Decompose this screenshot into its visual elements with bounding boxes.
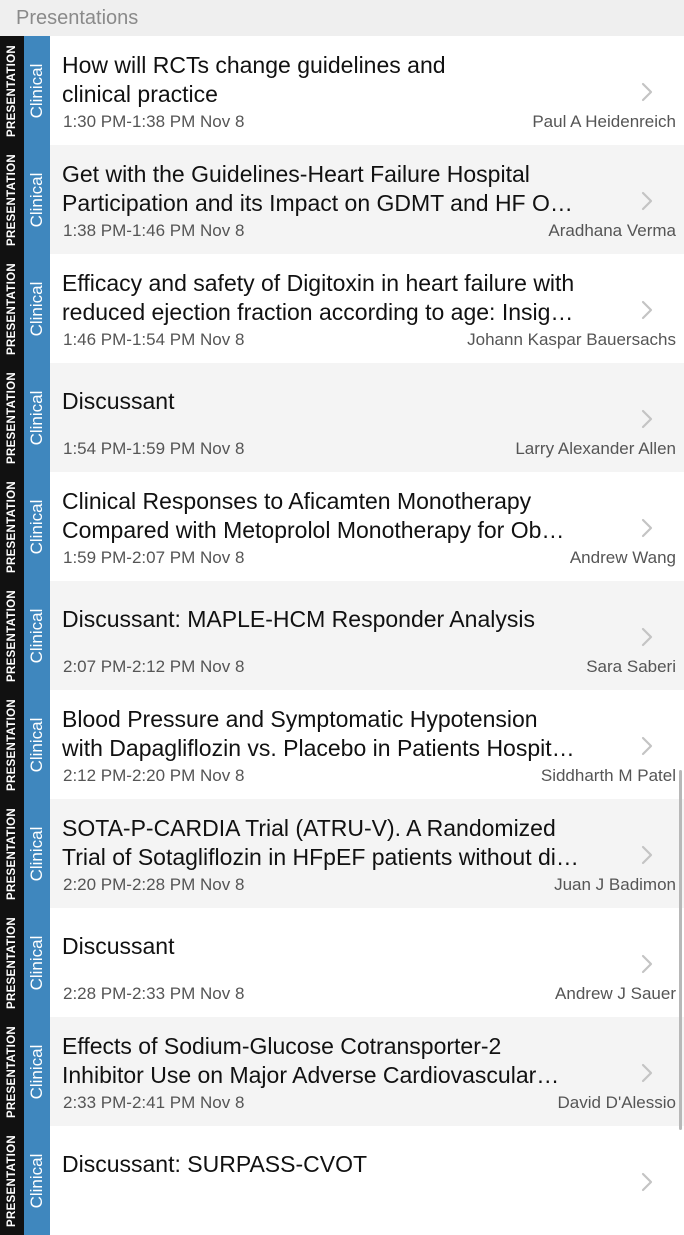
title-line-2: Participation and its Impact on GDMT and HF O… <box>62 190 573 216</box>
type-label: PRESENTATION <box>6 480 18 573</box>
type-stripe <box>0 690 24 799</box>
type-stripe <box>0 799 24 908</box>
presentation-title <box>62 387 607 416</box>
section-header <box>0 0 684 36</box>
category-stripe <box>24 472 50 581</box>
category-stripe <box>24 581 50 690</box>
title-line-1: Effects of Sodium-Glucose Cotransporter-2 <box>62 1033 502 1059</box>
type-label: PRESENTATION <box>6 807 18 900</box>
type-stripe <box>0 254 24 363</box>
category-stripe <box>24 1017 50 1126</box>
title-line-1: Discussant <box>62 933 175 959</box>
title-line-1: Clinical Responses to Aficamten Monotherapy <box>62 488 532 514</box>
chevron-right-icon[interactable] <box>638 408 656 430</box>
category-label: Clinical <box>27 717 46 772</box>
category-stripe <box>24 145 50 254</box>
time-slot: 1:54 PM-1:59 PM Nov 8 <box>63 439 245 458</box>
category-label: Clinical <box>27 172 46 227</box>
time-slot: 2:33 PM-2:41 PM Nov 8 <box>63 1093 245 1112</box>
scrollbar[interactable] <box>679 770 682 1130</box>
title-line-1: How will RCTs change guidelines and <box>62 52 446 78</box>
chevron-right-icon[interactable] <box>638 81 656 103</box>
category-label: Clinical <box>27 1153 46 1208</box>
presentation-title <box>62 160 607 218</box>
speaker-name: Larry Alexander Allen <box>515 439 676 458</box>
speaker-name: Paul A Heidenreich <box>532 112 676 131</box>
type-label: PRESENTATION <box>6 262 18 355</box>
time-slot: 2:28 PM-2:33 PM Nov 8 <box>63 984 245 1003</box>
presentation-row[interactable] <box>0 36 684 145</box>
presentation-row[interactable] <box>0 1126 684 1235</box>
category-stripe <box>24 908 50 1017</box>
category-stripe <box>24 36 50 145</box>
speaker-name: Andrew J Sauer <box>555 984 676 1003</box>
time-slot: 2:07 PM-2:12 PM Nov 8 <box>63 657 245 676</box>
category-label: Clinical <box>27 1044 46 1099</box>
title-line-2: clinical practice <box>62 81 218 107</box>
title-line-2: Inhibitor Use on Major Adverse Cardiovascular… <box>62 1062 560 1088</box>
presentation-title <box>62 814 607 872</box>
category-stripe <box>24 799 50 908</box>
type-stripe <box>0 581 24 690</box>
presentation-row[interactable] <box>0 581 684 690</box>
presentation-title <box>62 932 607 961</box>
type-stripe <box>0 472 24 581</box>
presentation-row[interactable] <box>0 799 684 908</box>
type-label: PRESENTATION <box>6 698 18 791</box>
type-label: PRESENTATION <box>6 1025 18 1118</box>
speaker-name: David D'Alessio <box>557 1093 676 1112</box>
time-slot: 2:20 PM-2:28 PM Nov 8 <box>63 875 245 894</box>
chevron-right-icon[interactable] <box>638 1062 656 1084</box>
title-line-1: Discussant: MAPLE-HCM Responder Analysis <box>62 606 535 632</box>
category-label: Clinical <box>27 63 46 118</box>
chevron-right-icon[interactable] <box>638 299 656 321</box>
category-label: Clinical <box>27 281 46 336</box>
type-label: PRESENTATION <box>6 371 18 464</box>
presentation-title <box>62 1032 607 1090</box>
chevron-right-icon[interactable] <box>638 190 656 212</box>
presentation-title <box>62 705 607 763</box>
category-stripe <box>24 690 50 799</box>
title-line-2: reduced ejection fraction according to age: Insig… <box>62 299 574 325</box>
type-stripe <box>0 145 24 254</box>
presentation-row[interactable] <box>0 363 684 472</box>
speaker-name: Aradhana Verma <box>548 221 676 240</box>
speaker-name: Sara Saberi <box>586 657 676 676</box>
type-label: PRESENTATION <box>6 44 18 137</box>
title-line-1: Blood Pressure and Symptomatic Hypotension <box>62 706 538 732</box>
presentation-title <box>62 1150 607 1179</box>
type-stripe <box>0 1126 24 1235</box>
type-stripe <box>0 363 24 472</box>
category-label: Clinical <box>27 499 46 554</box>
speaker-name: Andrew Wang <box>569 548 676 567</box>
presentation-row[interactable] <box>0 145 684 254</box>
chevron-right-icon[interactable] <box>638 626 656 648</box>
chevron-right-icon[interactable] <box>638 844 656 866</box>
chevron-right-icon[interactable] <box>638 1171 656 1193</box>
time-slot: 1:59 PM-2:07 PM Nov 8 <box>63 548 245 567</box>
title-line-1: Efficacy and safety of Digitoxin in heart failure with <box>62 270 575 296</box>
speaker-name: Juan J Badimon <box>554 875 676 894</box>
time-slot: 2:12 PM-2:20 PM Nov 8 <box>63 766 245 785</box>
chevron-right-icon[interactable] <box>638 517 656 539</box>
category-label: Clinical <box>27 390 46 445</box>
title-line-2: Trial of Sotagliflozin in HFpEF patients without di… <box>62 844 579 870</box>
type-label: PRESENTATION <box>6 1134 18 1227</box>
time-slot: 1:38 PM-1:46 PM Nov 8 <box>63 221 245 240</box>
title-line-2: Compared with Metoprolol Monotherapy for Ob… <box>62 517 565 543</box>
category-stripe <box>24 1126 50 1235</box>
title-line-1: Discussant: SURPASS-CVOT <box>62 1151 368 1177</box>
presentation-row[interactable] <box>0 908 684 1017</box>
title-line-2: with Dapagliflozin vs. Placebo in Patients Hospit… <box>62 735 575 761</box>
type-stripe <box>0 36 24 145</box>
presentation-row[interactable] <box>0 254 684 363</box>
presentation-row[interactable] <box>0 1017 684 1126</box>
category-label: Clinical <box>27 935 46 990</box>
type-label: PRESENTATION <box>6 916 18 1009</box>
title-line-1: Get with the Guidelines-Heart Failure Hospital <box>62 161 530 187</box>
presentation-title <box>62 605 607 634</box>
time-slot: 1:30 PM-1:38 PM Nov 8 <box>63 112 245 131</box>
category-label: Clinical <box>27 826 46 881</box>
category-label: Clinical <box>27 608 46 663</box>
chevron-right-icon[interactable] <box>638 953 656 975</box>
title-line-1: Discussant <box>62 388 175 414</box>
presentation-title <box>62 269 607 327</box>
presentation-list <box>0 36 684 1235</box>
section-title: Presentations <box>16 7 139 29</box>
type-stripe <box>0 908 24 1017</box>
category-stripe <box>24 254 50 363</box>
type-label: PRESENTATION <box>6 153 18 246</box>
presentation-row[interactable] <box>0 472 684 581</box>
chevron-right-icon[interactable] <box>638 735 656 757</box>
category-stripe <box>24 363 50 472</box>
presentation-row[interactable] <box>0 690 684 799</box>
time-slot: 1:46 PM-1:54 PM Nov 8 <box>63 330 245 349</box>
presentation-title <box>62 51 607 109</box>
title-line-1: SOTA-P-CARDIA Trial (ATRU-V). A Randomized <box>62 815 556 841</box>
speaker-name: Siddharth M Patel <box>540 766 676 785</box>
speaker-name: Johann Kaspar Bauersachs <box>467 330 676 349</box>
type-label: PRESENTATION <box>6 589 18 682</box>
presentation-title <box>62 487 607 545</box>
type-stripe <box>0 1017 24 1126</box>
